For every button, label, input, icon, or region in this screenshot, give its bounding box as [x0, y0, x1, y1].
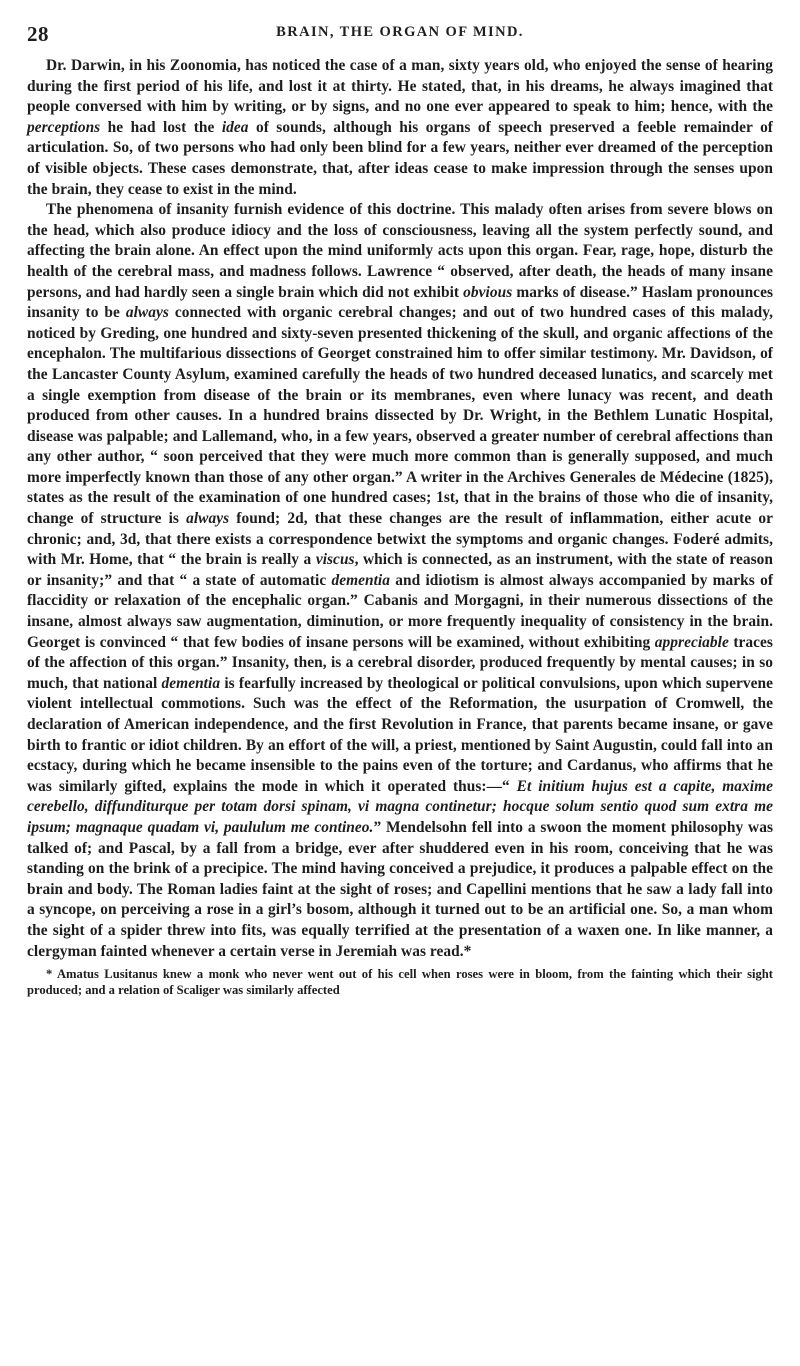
body-text: [27, 56, 773, 962]
italic-phrase: dementia: [331, 571, 391, 589]
text-run: ” Mendelsohn fell into a swoon the moment philosophy was talked of; and Pascal, by a fall from a bridge, ever after shuddered even in his room, conceiving that he was standing on the brink of a precipice. The mind having conceived a prejudice, it produces a palpable effect on the brain and body. The Roman ladies faint at the sight of roses; and Capellini mentions that he saw a lady fall into a syncope, on perceiving a rose in a girl’s bosom, although it turned out to be an artificial one. So, a man whom the sight of a spider threw into fits, was equally terrified at the presentation of a waxen one. In like manner, a clergyman fainted whenever a certain verse in Jeremiah was read.*: [27, 818, 773, 960]
text-run: , which is connected, as an instrument, with the state of reason or insanity;” and that “ a state of automatic: [27, 551, 773, 589]
italic-phrase: obvious: [463, 283, 513, 301]
text-run: The phenomena of insanity furnish evidence of this doctrine. This malady often arises from severe blows on the head, which also produce idiocy and the loss of consciousness, leaving all the system perfectly sound, and affecting the brain alone. An effect upon the mind uniformly acts upon this organ. Fear, rage, hope, disturb the health of the cerebral mass, and madness follows. Lawrence “ observed, after death, the heads of many insane persons, and had hardly seen a single brain which did not exhibit: [27, 201, 773, 301]
page: [27, 22, 773, 999]
paragraph-dreams: [27, 56, 773, 200]
italic-phrase: dementia: [161, 674, 221, 692]
page-number: 28: [27, 22, 49, 46]
italic-phrase: appreciable: [654, 633, 729, 651]
text-run: Dr. Darwin, in his Zoonomia, has noticed the case of a man, sixty years old, who enjoyed the sense of hearing during the first period of his life, and lost it at thirty. He stated, that, in his dreams, he always imagined that people conversed with him by writing, or by signs, and no one ever appeared to speak to him; hence, with the: [27, 57, 773, 116]
text-run: traces of the affection of this organ.” Insanity, then, is a cerebral disorder, produced frequently by mental causes; in so much, that national: [27, 633, 773, 692]
italic-phrase: always: [186, 510, 230, 528]
italic-phrase: perceptions: [27, 118, 101, 136]
paragraph-insanity: [27, 200, 773, 962]
text-run: found; 2d, that these changes are the result of inflammation, either acute or chronic; and, 3d, that there exists a correspondence betwixt the symptoms and organic changes. Foderé admits, with Mr. Home, that “ the brain is really a: [27, 510, 773, 569]
running-title: BRAIN, THE ORGAN OF MIND.: [276, 24, 524, 40]
text-run: marks of disease.” Haslam pronounces insanity to be: [27, 283, 773, 322]
footnote: [27, 966, 773, 998]
footnote-text: * Amatus Lusitanus knew a monk who never went out of his cell when roses were in bloom, from the fainting which their sight produced; and a relation of Scaliger was similarly affected: [27, 967, 773, 998]
text-run: of sounds, although his organs of speech preserved a feeble remainder of articulation. So, of two persons who had only been blind for a few years, neither ever dreamed of the perception of visible objects. These cases demonstrate, that, after ideas cease to make impression through the senses upon the brain, they cease to exist in the mind.: [27, 118, 773, 198]
text-run: he had lost the: [100, 118, 222, 136]
running-head: [27, 22, 773, 56]
text-run: is fearfully increased by theological or political convulsions, upon which supervene violent intellectual commotions. Such was the effect of the Reformation, the usurpation of Cromwell, the declaration of American independence, and the first Revolution in France, that parents became insane, or gave birth to frantic or idiot children. By an effort of the will, a priest, mentioned by Saint Augustin, could fall into an ecstacy, during which he became insensible to the pains even of the torture; and Cardanus, who affirms that he was similarly gifted, explains the mode in which it operated thus:—“: [27, 674, 773, 795]
italic-phrase: idea: [221, 118, 249, 136]
italic-phrase: viscus: [315, 551, 355, 569]
text-run: and idiotism is almost always accompanied by marks of flaccidity or relaxation of the encephalic organ.” Cabanis and Morgagni, in their numerous dissections of the insane, almost always saw augmentation, diminution, or more frequently inequality of consistency in the brain. Georget is convinced “ that few bodies of insane persons will be examined, without exhibiting: [27, 571, 773, 651]
italic-phrase: Et initium hujus est a capite, maxime cerebello, diffunditurque per totam dorsi spinam, vi magna continetur; hocque solum sentio quod sum extra me ipsum; magnaque quadam vi, paululum me contineo.: [27, 777, 773, 836]
italic-phrase: always: [125, 304, 169, 322]
text-run: connected with organic cerebral changes; and out of two hundred cases of this malady, noticed by Greding, one hundred and sixty-seven presented thickening of the skull, and organic affections of the encephalon. The multifarious dissections of Georget constrained him to offer similar testimony. Mr. Davidson, of the Lancaster County Asylum, examined carefully the heads of two hundred deceased lunatics, and scarcely met a single exemption from disease of the brain or its membranes, even where lunacy was recent, and death produced from other causes. In a hundred brains dissected by Dr. Wright, in the Bethlem Lunatic Hospital, disease was palpable; and Lallemand, who, in a few years, observed a greater number of cerebral affections than any other author, “ soon perceived that they were much more common than is generally supposed, and much more imperfectly known than those of any other organ.” A writer in the Archives Generales de Médecine (1825), states as the result of the examination of one hundred cases; 1st, that in the brains of those who die of insanity, change of structure is: [27, 304, 773, 528]
